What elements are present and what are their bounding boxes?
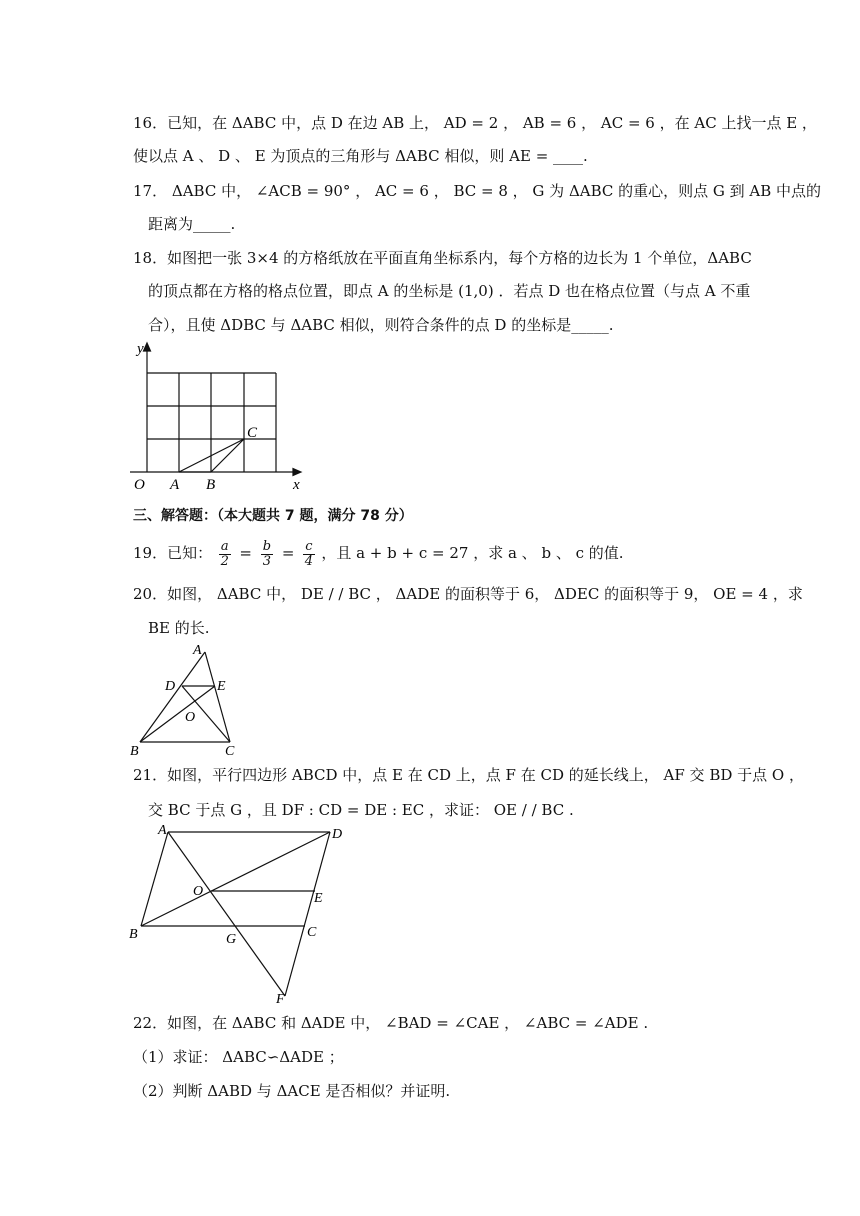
q19-suffix: ，且 a + b + c = 27 ，求 a 、 b 、 c 的值. <box>321 544 624 562</box>
q17-line-2: 距离为_____. <box>148 215 236 233</box>
equals-sign-2: = <box>281 544 295 562</box>
label-a: A <box>193 643 202 658</box>
fraction-b-over-3: $\frac{b}{3}$ <box>262 538 272 569</box>
q16-line-2: 使以点 A 、 D 、 E 为顶点的三角形与 ΔABC 相似，则 AE = ____. <box>133 147 588 165</box>
label-c: C <box>225 744 235 758</box>
label-d: D <box>332 827 343 842</box>
axes <box>130 343 301 476</box>
q22-part-1: （1）求证： ΔABC∽ΔADE ； <box>133 1048 344 1066</box>
label-y: y <box>137 341 144 357</box>
label-o: O <box>185 710 196 725</box>
label-b: B <box>129 927 138 942</box>
label-a: A <box>170 477 180 493</box>
q20-triangle-figure <box>125 642 250 758</box>
label-e: E <box>217 679 226 694</box>
q20-line-1: 20．如图， ΔABC 中， DE / / BC ， ΔADE 的面积等于 6， ΔDEC 的面积等于 9， OE = 4 ，求 <box>133 585 803 603</box>
label-g: G <box>226 932 237 947</box>
label-e: E <box>314 891 323 906</box>
q17-line-1: 17． ΔABC 中， ∠ACB = 90° ， AC = 6 ， BC = 8 ， G 为 ΔABC 的重心，则点 G 到 AB 中点的 <box>133 182 822 200</box>
q21-parallelogram-figure <box>125 820 350 1006</box>
q16-line-1: 16．已知，在 ΔABC 中，点 D 在边 AB 上， AD = 2 ， AB = 6 ， AC = 6 ，在 AC 上找一点 E ， <box>133 114 817 132</box>
fraction-a-over-2: $\frac{a}{2}$ <box>220 538 229 569</box>
q22-part-2: （2）判断 ΔABD 与 ΔACE 是否相似？并证明. <box>133 1082 451 1100</box>
label-o: O <box>134 477 145 493</box>
label-f: F <box>276 992 285 1006</box>
q19-line <box>133 538 624 570</box>
fraction-c-over-4: $\frac{c}{4}$ <box>304 538 314 569</box>
grid-lines <box>147 373 276 472</box>
label-d: D <box>165 679 176 694</box>
q21-lines <box>141 832 330 996</box>
q21-line-2: 交 BC 于点 G ，且 DF : CD = DE : EC ，求证： OE / / BC . <box>148 801 574 819</box>
q18-grid-figure <box>125 337 310 497</box>
q21-line-1: 21．如图，平行四边形 ABCD 中，点 E 在 CD 上，点 F 在 CD 的延长线上， AF 交 BD 于点 O ， <box>133 766 804 784</box>
q22-line-1: 22．如图，在 ΔABC 和 ΔADE 中， ∠BAD = ∠CAE ， ∠ABC = ∠ADE . <box>133 1014 649 1032</box>
q18-line-3: 合），且使 ΔDBC 与 ΔABC 相似，则符合条件的点 D 的坐标是_____. <box>148 316 614 334</box>
label-o: O <box>193 884 204 899</box>
q19-prefix: 19．已知： <box>133 544 213 562</box>
label-c: C <box>247 425 258 441</box>
q20-lines <box>140 652 230 742</box>
section-3-heading: 三、解答题：（本大题共 7 题，满分 78 分） <box>133 508 413 524</box>
q18-line-2: 的顶点都在方格的格点位置，即点 A 的坐标是 (1,0) ．若点 D 也在格点位置（与点 A 不重 <box>148 282 751 300</box>
label-c: C <box>307 925 317 940</box>
q18-line-1: 18．如图把一张 3×4 的方格纸放在平面直角坐标系内，每个方格的边长为 1 个单位，ΔABC <box>133 249 752 267</box>
label-b: B <box>130 744 139 758</box>
label-a: A <box>158 823 167 838</box>
label-b: B <box>206 477 216 493</box>
equals-sign-1: = <box>239 544 252 562</box>
q20-line-2: BE 的长. <box>148 619 210 637</box>
label-x: x <box>293 477 300 493</box>
